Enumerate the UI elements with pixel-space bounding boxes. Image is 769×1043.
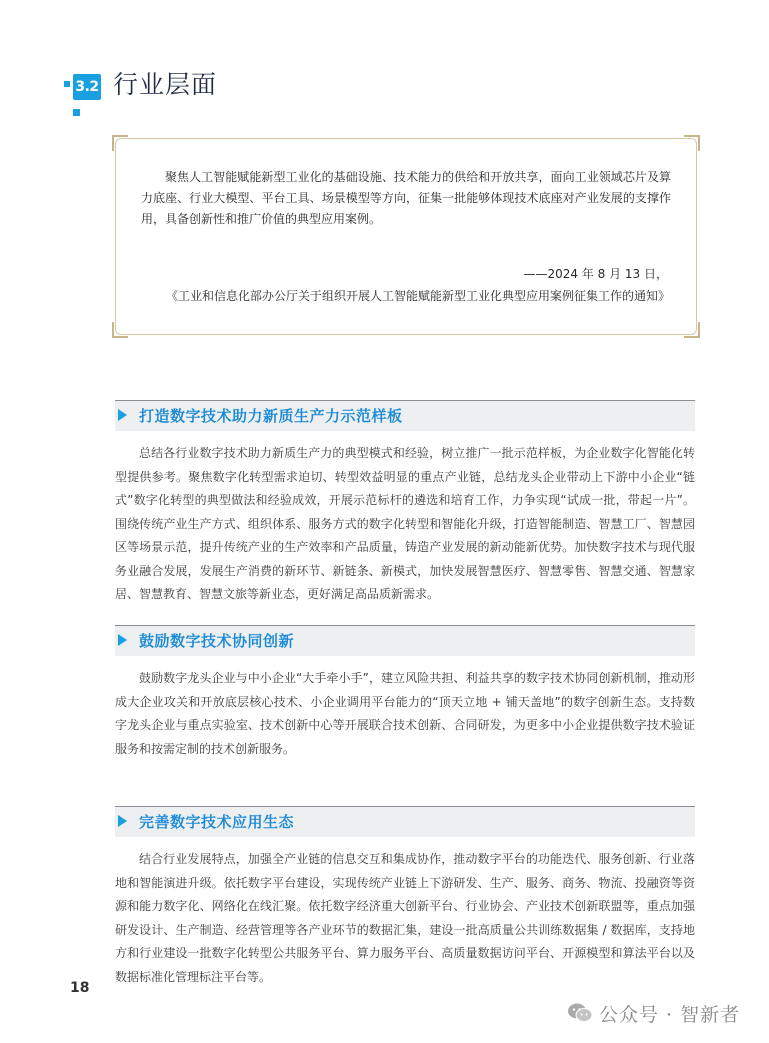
section-header: [115, 400, 695, 431]
section-title: 打造数字技术助力新质生产力示范样板: [139, 407, 403, 425]
corner-ornament: [112, 135, 128, 151]
triangle-arrow-icon: [118, 634, 127, 646]
wechat-icon: [567, 1002, 593, 1024]
corner-ornament: [684, 135, 700, 151]
section-app-ecosystem: [115, 806, 695, 989]
page-title: 行业层面: [113, 70, 218, 99]
section-collab-innovation: [115, 625, 695, 761]
quote-box: [115, 138, 697, 335]
decor-square: [64, 81, 70, 87]
quote-date: ——2024 年 8 月 13 日，: [523, 267, 668, 281]
section-header: [115, 806, 695, 837]
section-body: 鼓励数字龙头企业与中小企业“大手牵小手”，建立风险共担、利益共享的数字技术协同创新机制，推动形成大企业攻关和开放底层核心技术、小企业调用平台能力的“顶天立地 + 铺天盖地”的数字创新生态。支持数字龙头企业与重点实验室、技术创新中心等开展联合技术创新、合同研发，为更多中小企业提供数字技术验证服务和按需定制的技术创新服务。: [115, 671, 695, 756]
watermark-text: 公众号 · 智新者: [599, 1003, 741, 1026]
section-body: 结合行业发展特点，加强全产业链的信息交互和集成协作，推动数字平台的功能迭代、服务创新、行业落地和智能演进升级。依托数字平台建设，实现传统产业链上下游研发、生产、服务、商务、物流、投融资等资源和能力数字化、网络化在线汇聚。依托数字经济重大创新平台、行业协会、产业技术创新联盟等，重点加强研发设计、生产制造、经营管理等各产业环节的数据汇集，建设一批高质量公共训练数据集 / 数据库，支持地方和行业建设一批数字化转型公共服务平台、算力服务平台、高质量数据访问平台、开源模型和算法平台以及数据标准化管理标注平台等。: [115, 852, 695, 984]
section-title: 鼓励数字技术协同创新: [139, 632, 295, 650]
section-body: 总结各行业数字技术助力新质生产力的典型模式和经验，树立推广一批示范样板，为企业数字化智能化转型提供参考。聚焦数字化转型需求迫切、转型效益明显的重点产业链，总结龙头企业带动上下游中小企业“链式”数字化转型的典型做法和经验成效，开展示范标杆的遴选和培育工作，力争实现“试成一批，带起一片”。围绕传统产业生产方式、组织体系、服务方式的数字化转型和智能化升级，打造智能制造、智慧工厂、智慧园区等场景示范，提升传统产业的生产效率和产品质量，铸造产业发展的新动能新优势。加快数字技术与现代服务业融合发展，发展生产消费的新环节、新链条、新模式，加快发展智慧医疗、智慧零售、智慧交通、智慧家居、智慧教育、智慧文旅等新业态，更好满足高品质新需求。: [115, 446, 695, 601]
watermark: [567, 1000, 740, 1026]
section-number-badge: 3.2: [73, 74, 101, 100]
quote-text: 聚焦人工智能赋能新型工业化的基础设施、技术能力的供给和开放共享，面向工业领域芯片及算力底座、行业大模型、平台工具、场景模型等方向，征集一批能够体现技术底座对产业发展的支撑作用，具备创新性和推广价值的典型应用案例。: [141, 170, 671, 226]
section-header: [115, 625, 695, 656]
triangle-arrow-icon: [118, 409, 127, 421]
corner-ornament: [684, 322, 700, 338]
quote-source: 《工业和信息化部办公厅关于组织开展人工智能赋能新型工业化典型应用案例征集工作的通知》: [165, 289, 670, 303]
triangle-arrow-icon: [118, 815, 127, 827]
corner-ornament: [112, 322, 128, 338]
section-title: 完善数字技术应用生态: [139, 813, 295, 831]
page-number: 18: [70, 980, 90, 996]
section-demo-model: [115, 400, 695, 607]
decor-square: [73, 109, 80, 116]
